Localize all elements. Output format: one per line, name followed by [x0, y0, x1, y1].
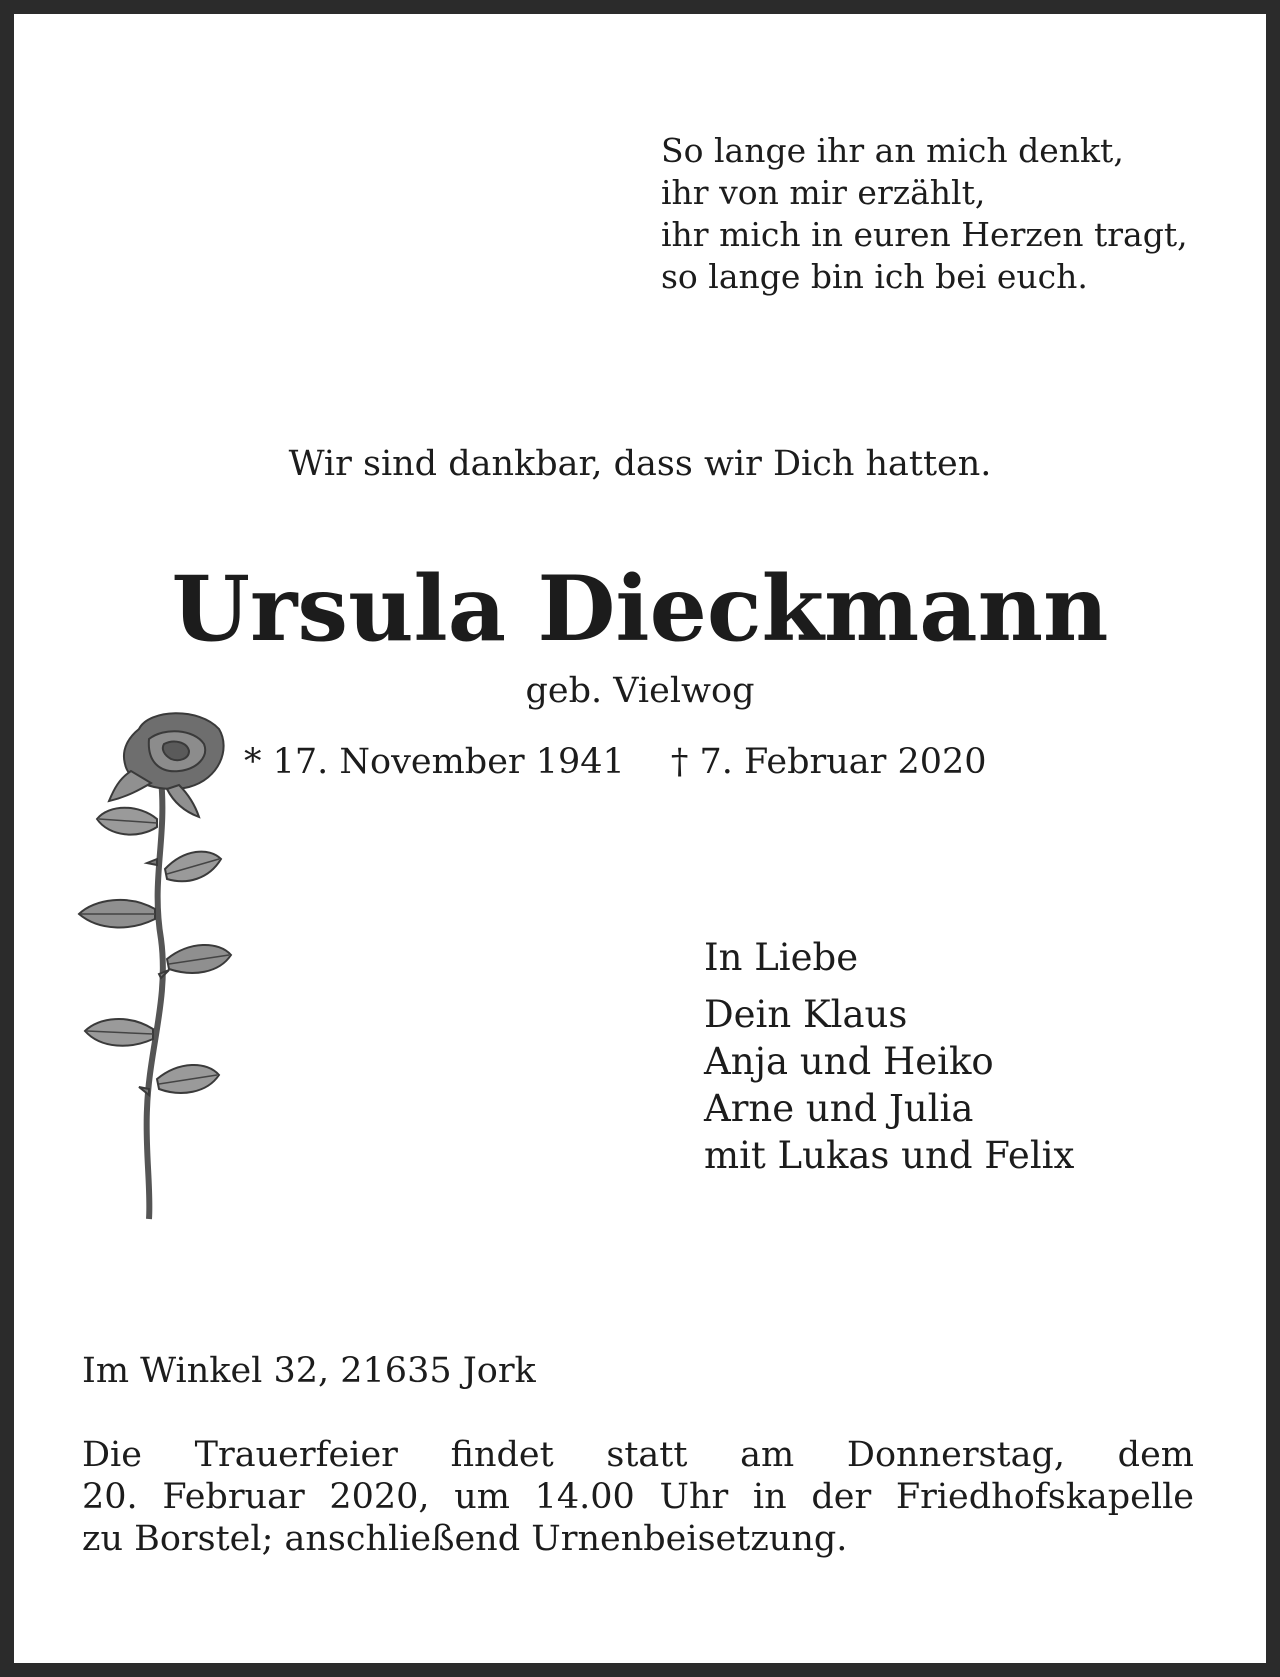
poem-line: ihr von mir erzählt, [661, 173, 986, 212]
rose-icon [69, 709, 249, 1229]
poem-line: ihr mich in euren Herzen tragt, [661, 215, 1188, 254]
mourner-name: mit Lukas und Felix [704, 1134, 1075, 1177]
birth-date: * 17. November 1941 [244, 742, 625, 782]
service-line: Die Trauerfeier findet statt am Donnerstag, dem [82, 1435, 1194, 1475]
poem-line: So lange ihr an mich denkt, [661, 131, 1124, 170]
service-notice [82, 1434, 1194, 1560]
mourner-name: Arne und Julia [704, 1087, 974, 1130]
life-dates [244, 742, 987, 782]
mourner-name: Dein Klaus [704, 993, 908, 1036]
poem-line: so lange bin ich bei euch. [661, 257, 1088, 296]
obituary-notice [14, 14, 1266, 1663]
gratitude-line: Wir sind dankbar, dass wir Dich hatten. [288, 444, 992, 484]
poem-block [661, 130, 1188, 298]
birth-name: geb. Vielwog [525, 671, 755, 711]
service-line: zu Borstel; anschließend Urnenbeisetzung. [82, 1519, 848, 1559]
mourner-name: Anja und Heiko [704, 1040, 994, 1083]
family-address: Im Winkel 32, 21635 Jork [82, 1351, 536, 1391]
mourners-intro: In Liebe [704, 936, 859, 979]
mourners-block [704, 934, 1074, 1179]
deceased-name: Ursula Dieckmann [171, 556, 1109, 662]
service-line: 20. Februar 2020, um 14.00 Uhr in der Friedhofskapelle [82, 1477, 1194, 1517]
death-date: † 7. Februar 2020 [670, 742, 987, 782]
